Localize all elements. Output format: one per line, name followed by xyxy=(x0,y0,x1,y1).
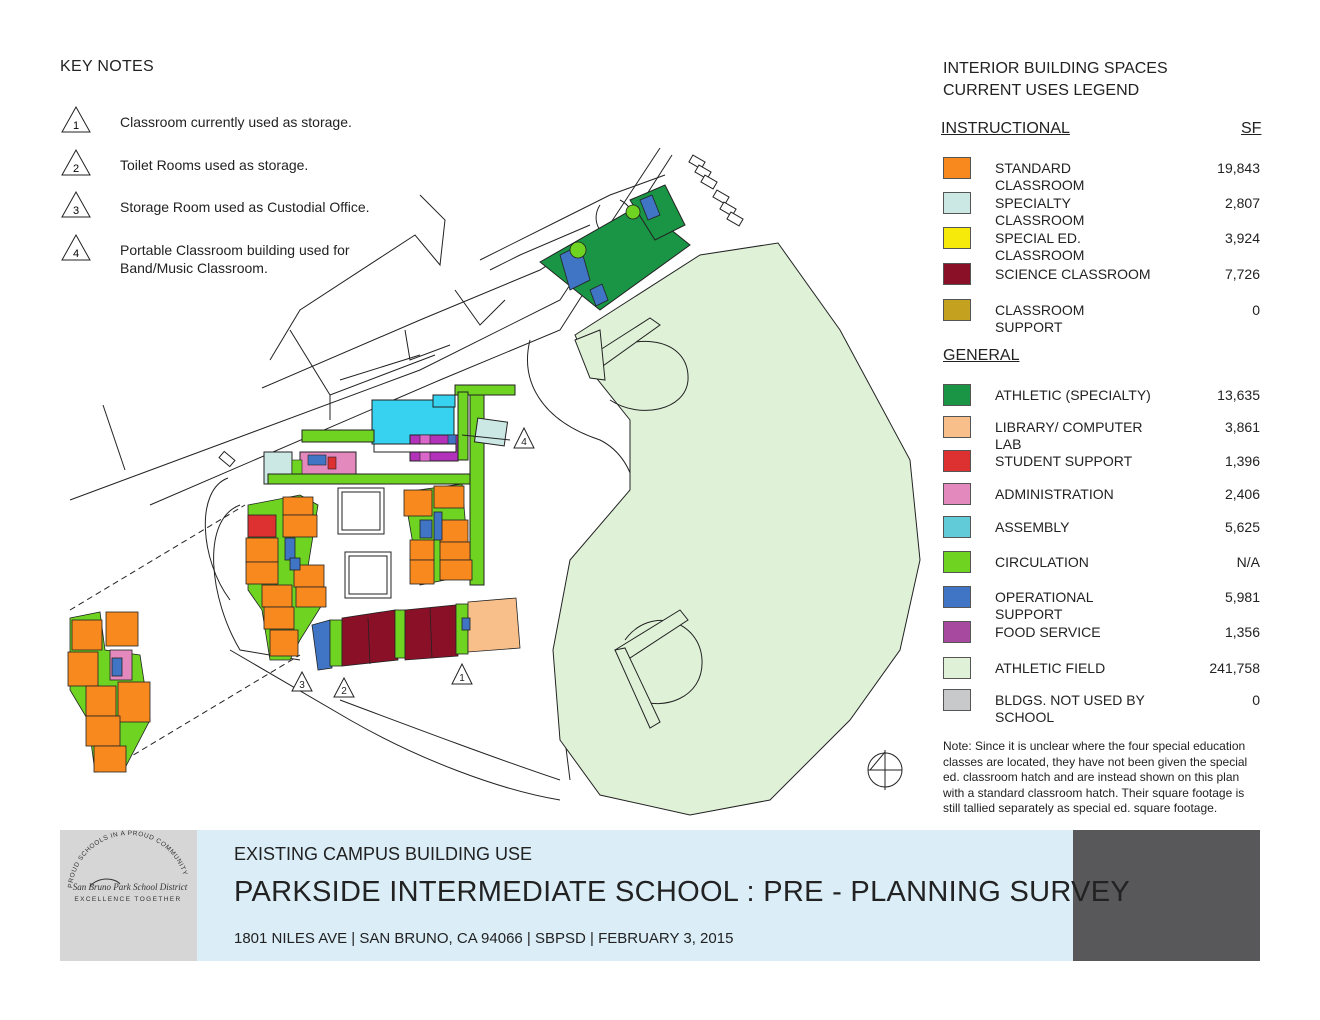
north-arrow-icon xyxy=(868,750,902,790)
legend-label: STUDENT SUPPORT xyxy=(995,453,1133,469)
legend-label: SCIENCE CLASSROOM xyxy=(995,266,1151,282)
svg-text:3: 3 xyxy=(72,205,80,217)
legend-swatch xyxy=(943,689,971,711)
key-note-triangle-icon xyxy=(60,233,92,263)
legend-item xyxy=(943,157,1260,193)
legend-item xyxy=(943,657,1260,683)
key-note-text: Toilet Rooms used as storage. xyxy=(120,157,309,173)
legend-label: ADMINISTRATION xyxy=(995,486,1114,502)
key-note-triangle-icon xyxy=(60,190,92,220)
general-heading: GENERAL xyxy=(943,347,1020,364)
legend-swatch xyxy=(943,384,971,406)
legend-title-line-2: CURRENT USES LEGEND xyxy=(943,82,1140,99)
legend-item xyxy=(943,384,1260,410)
legend-item xyxy=(943,299,1260,335)
legend-swatch xyxy=(943,157,971,179)
svg-text:PROUD SCHOOLS IN A PROUD COMMU xyxy=(67,830,188,888)
legend-item xyxy=(943,551,1260,577)
key-note-1 xyxy=(60,113,400,153)
science-library-wing xyxy=(312,598,520,670)
legend-title xyxy=(943,58,1168,102)
legend-sf: 19,843 xyxy=(1217,160,1260,176)
southwest-classroom-building xyxy=(68,612,150,772)
callout-1-label: 1 xyxy=(459,673,465,684)
legend-swatch xyxy=(943,586,971,608)
legend-swatch xyxy=(943,483,971,505)
legend-item xyxy=(943,192,1260,228)
east-classroom-wing xyxy=(404,484,472,585)
legend-label: CLASSROOM SUPPORT xyxy=(995,302,1085,335)
athletic-field xyxy=(553,243,920,815)
legend-item xyxy=(943,450,1260,476)
logo-district-name: San Bruno Park School District xyxy=(72,882,188,892)
legend-label: SPECIALTY CLASSROOM xyxy=(995,195,1085,228)
legend-swatch xyxy=(943,621,971,643)
legend-note: Note: Since it is unclear where the four special education classes are located, they have not been given the special ed. classroom hatch and are instead shown on this plan with a standard classroom hatch. Their square footage is still tallied separately as special ed. square footage. xyxy=(943,739,1248,815)
instructional-heading: INSTRUCTIONAL xyxy=(941,120,1070,137)
legend-label: LIBRARY/ COMPUTER LAB xyxy=(995,419,1143,452)
key-note-4 xyxy=(60,241,400,281)
portable-classroom xyxy=(474,418,507,446)
legend-sf: 1,356 xyxy=(1224,624,1260,640)
legend-item xyxy=(943,516,1260,542)
legend-label: ATHLETIC (SPECIALTY) xyxy=(995,387,1151,403)
legend-sf: 2,807 xyxy=(1224,195,1260,211)
callout-4-label: 4 xyxy=(521,437,527,448)
legend-swatch xyxy=(943,227,971,249)
legend-sf: N/A xyxy=(1236,554,1260,570)
legend-label: ASSEMBLY xyxy=(995,519,1070,535)
sheet-address: 1801 NILES AVE | SAN BRUNO, CA 94066 | SBPSD | FEBRUARY 3, 2015 xyxy=(234,930,734,947)
legend-item xyxy=(943,227,1260,263)
key-note-triangle-icon xyxy=(60,148,92,178)
legend-title-line-1: INTERIOR BUILDING SPACES xyxy=(943,60,1168,77)
courtyard-courts xyxy=(338,488,391,598)
svg-text:2: 2 xyxy=(72,163,80,175)
legend-sf: 0 xyxy=(1252,302,1260,318)
legend-sf: 5,981 xyxy=(1224,589,1260,605)
legend-item xyxy=(943,416,1260,452)
legend-label: SPECIAL ED. CLASSROOM xyxy=(995,230,1085,263)
legend-label: OPERATIONAL SUPPORT xyxy=(995,589,1094,622)
legend-swatch xyxy=(943,299,971,321)
key-note-3 xyxy=(60,198,400,238)
key-note-text: Portable Classroom building used for Band/Music Classroom. xyxy=(120,242,350,276)
legend-item xyxy=(943,263,1260,289)
logo-arc-text: PROUD SCHOOLS IN A PROUD COMMUNITY xyxy=(67,830,189,889)
legend-sf: 13,635 xyxy=(1217,387,1260,403)
key-note-text: Classroom currently used as storage. xyxy=(120,114,352,130)
legend-sf: 3,924 xyxy=(1224,230,1260,246)
legend-item xyxy=(943,586,1260,622)
legend-swatch xyxy=(943,263,971,285)
legend-item xyxy=(943,621,1260,647)
legend-sf: 2,406 xyxy=(1224,486,1260,502)
key-note-text: Storage Room used as Custodial Office. xyxy=(120,199,370,215)
legend-sf: 3,861 xyxy=(1224,419,1260,435)
logo-motto: EXCELLENCE TOGETHER xyxy=(74,896,182,903)
legend-swatch xyxy=(943,516,971,538)
legend-swatch xyxy=(943,657,971,679)
svg-text:4: 4 xyxy=(72,248,80,260)
legend-label: CIRCULATION xyxy=(995,554,1089,570)
callout-2-label: 2 xyxy=(341,686,347,697)
legend-swatch xyxy=(943,192,971,214)
sheet-title: PARKSIDE INTERMEDIATE SCHOOL : PRE - PLANNING SURVEY xyxy=(234,876,1130,908)
svg-text:1: 1 xyxy=(72,120,80,132)
legend-sf: 7,726 xyxy=(1224,266,1260,282)
callout-3-label: 3 xyxy=(299,680,305,691)
legend-sf: 1,396 xyxy=(1224,453,1260,469)
legend-sf: 241,758 xyxy=(1209,660,1260,676)
legend-swatch xyxy=(943,416,971,438)
key-note-2 xyxy=(60,156,400,196)
legend-swatch xyxy=(943,450,971,472)
key-note-triangle-icon xyxy=(60,105,92,135)
legend-swatch xyxy=(943,551,971,573)
legend-item xyxy=(943,483,1260,509)
legend-sf: 0 xyxy=(1252,692,1260,708)
legend-item xyxy=(943,689,1260,729)
legend-label: BLDGS. NOT USED BY SCHOOL xyxy=(995,692,1145,725)
legend-label: ATHLETIC FIELD xyxy=(995,660,1106,676)
legend-label: FOOD SERVICE xyxy=(995,624,1101,640)
sheet-subtitle: EXISTING CAMPUS BUILDING USE xyxy=(234,844,533,864)
legend-label: STANDARD CLASSROOM xyxy=(995,160,1085,193)
key-notes-title: KEY NOTES xyxy=(60,58,154,75)
legend-sf: 5,625 xyxy=(1224,519,1260,535)
sf-heading: SF xyxy=(1241,120,1262,137)
